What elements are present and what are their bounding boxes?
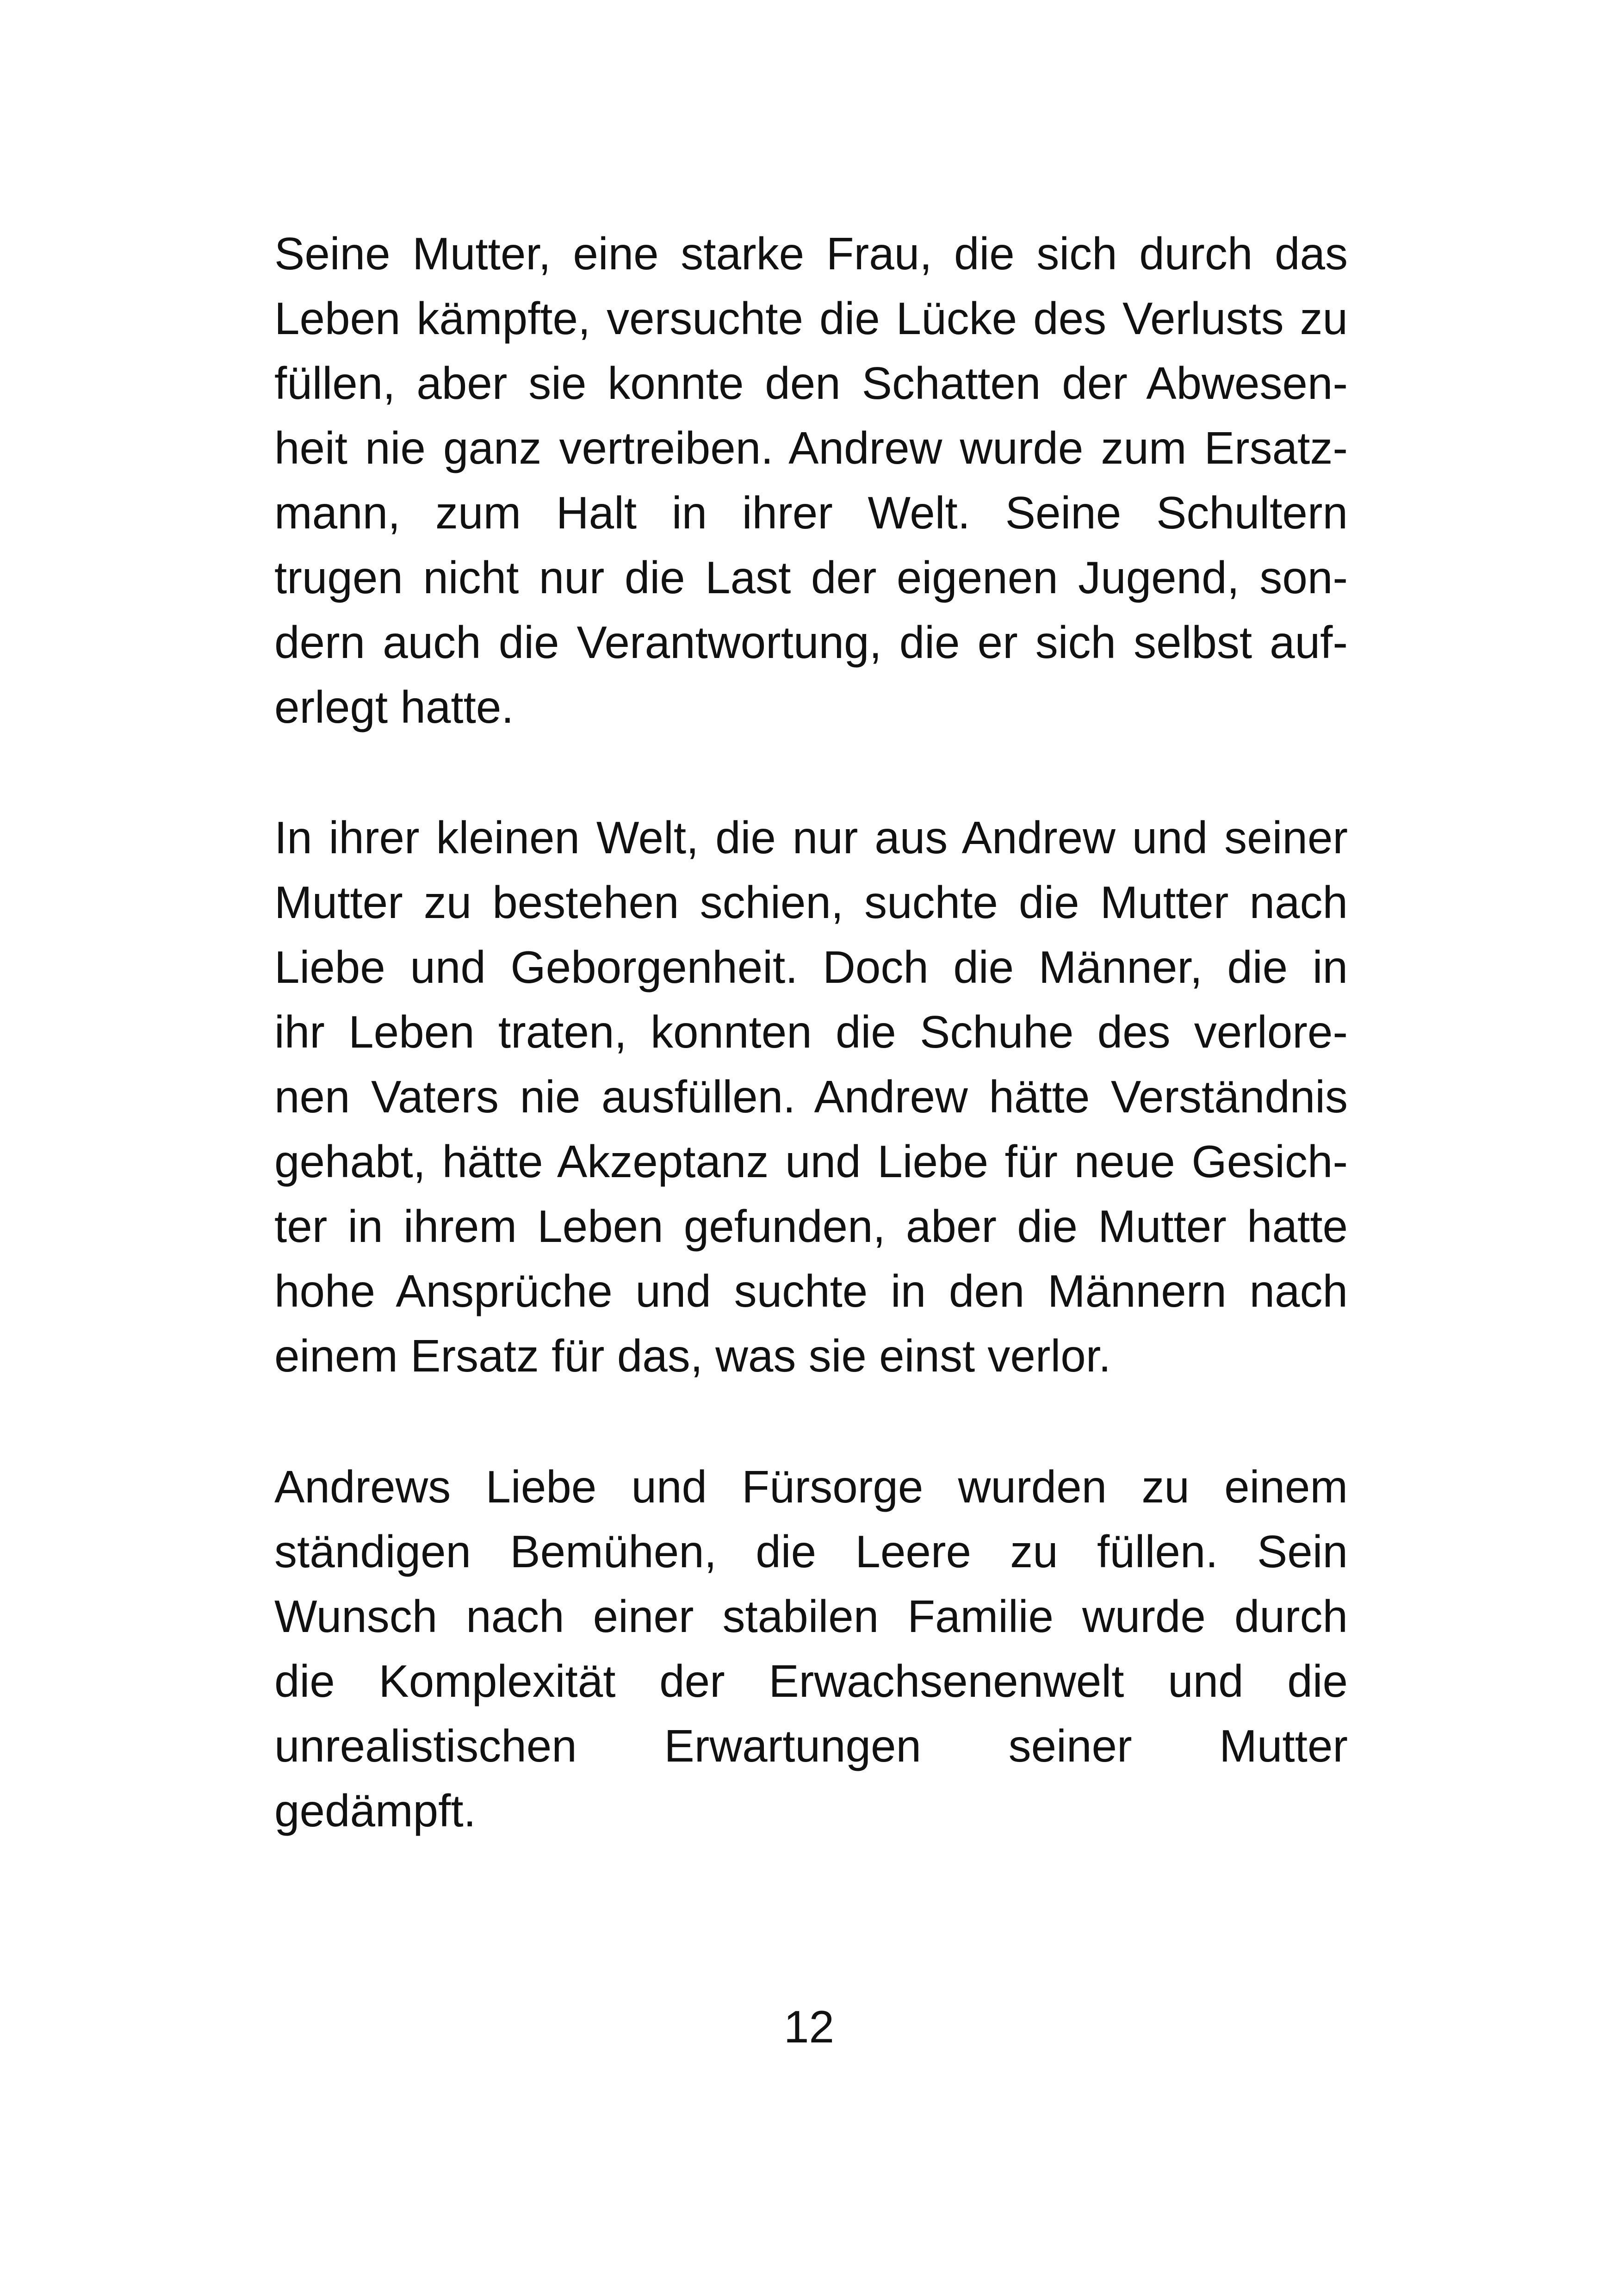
paragraph-line: Andrews Liebe und Fürsorge wurden zu einem xyxy=(274,1461,1348,1512)
paragraph-line: einem Ersatz für das, was sie einst verlor. xyxy=(274,1330,1111,1381)
paragraph-line: Liebe und Geborgenheit. Doch die Männer, die in xyxy=(274,942,1348,993)
paragraph-line: ter in ihrem Leben gefunden, aber die Mutter hatte xyxy=(274,1201,1348,1252)
page-number: 12 xyxy=(783,2001,834,2052)
paragraph-line: Mutter zu bestehen schien, suchte die Mutter nach xyxy=(274,877,1348,928)
paragraph-line: Seine Mutter, eine starke Frau, die sich durch das xyxy=(274,228,1348,279)
paragraph-line: Wunsch nach einer stabilen Familie wurde durch xyxy=(274,1591,1348,1642)
paragraph-line: gehabt, hätte Akzeptanz und Liebe für neue Gesich- xyxy=(274,1136,1348,1187)
paragraph-line: In ihrer kleinen Welt, die nur aus Andrew und seiner xyxy=(274,812,1348,863)
paragraph-line: füllen, aber sie konnte den Schatten der Abwesen- xyxy=(274,358,1348,409)
paragraph-line: heit nie ganz vertreiben. Andrew wurde zum Ersatz- xyxy=(274,422,1348,473)
paragraph-3 xyxy=(274,1454,1348,1843)
paragraph-line: ständigen Bemühen, die Leere zu füllen. Sein xyxy=(274,1526,1348,1577)
paragraph-line: unrealistischen Erwartungen seiner Mutter xyxy=(274,1720,1348,1771)
paragraph-line: ihr Leben traten, konnten die Schuhe des verlore- xyxy=(274,1006,1348,1057)
paragraph-line: Leben kämpfte, versuchte die Lücke des Verlusts zu xyxy=(274,293,1348,344)
paragraph-line: hohe Ansprüche und suchte in den Männern nach xyxy=(274,1266,1348,1316)
paragraph-line: dern auch die Verantwortung, die er sich selbst auf- xyxy=(274,617,1348,668)
paragraph-line: mann, zum Halt in ihrer Welt. Seine Schultern xyxy=(274,487,1348,538)
paragraph-line: gedämpft. xyxy=(274,1785,476,1836)
paragraph-1 xyxy=(274,221,1348,739)
paragraph-line: nen Vaters nie ausfüllen. Andrew hätte Verständnis xyxy=(274,1071,1348,1122)
paragraph-line: trugen nicht nur die Last der eigenen Jugend, son- xyxy=(274,552,1348,603)
paragraph-2 xyxy=(274,805,1348,1388)
paragraph-line: die Komplexität der Erwachsenenwelt und die xyxy=(274,1656,1348,1706)
paragraph-line: erlegt hatte. xyxy=(274,682,514,732)
